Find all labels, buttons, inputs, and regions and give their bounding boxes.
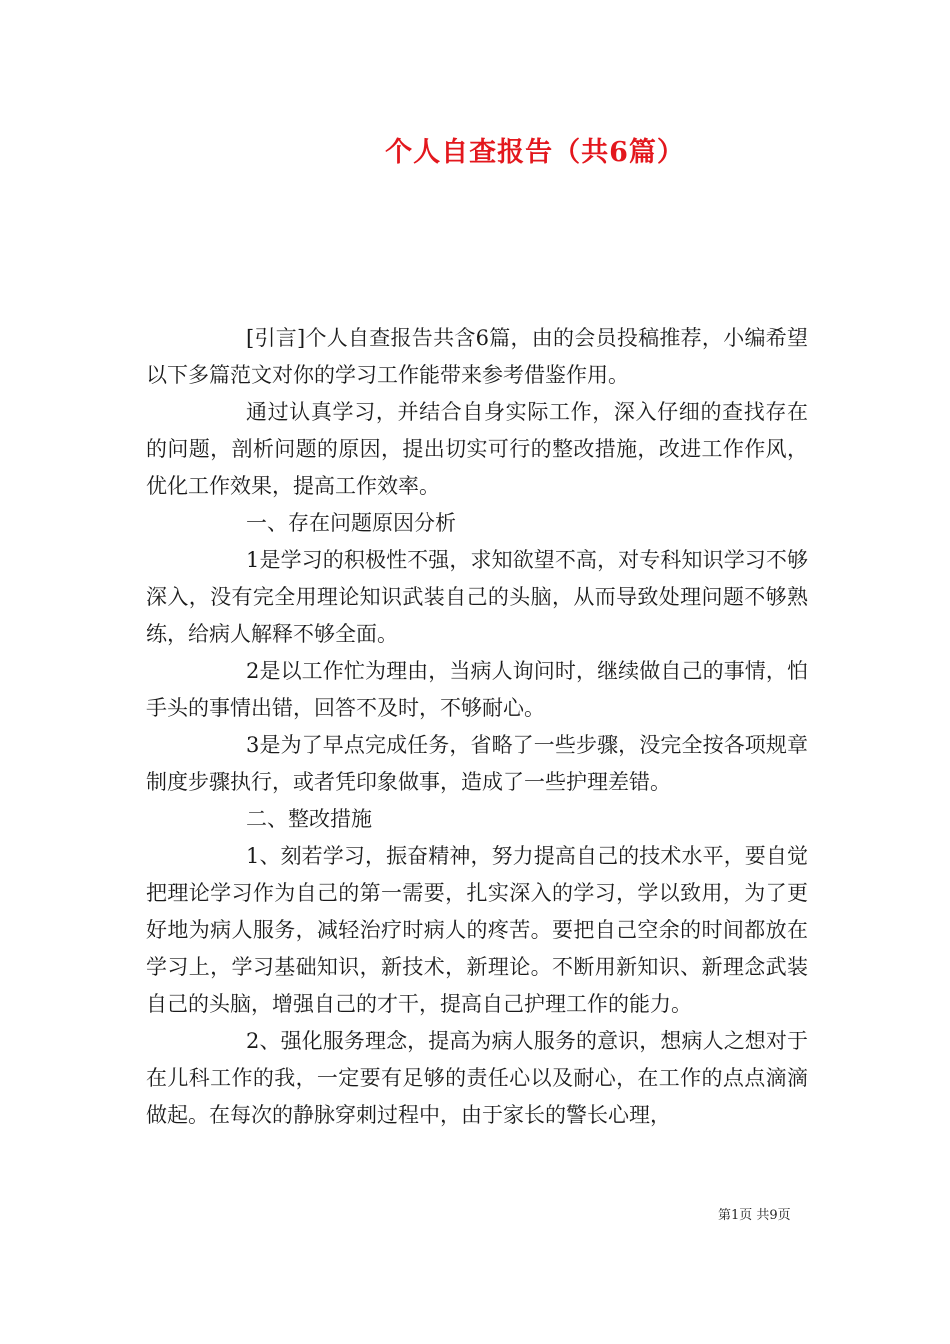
- paragraph-measure-2: 2、强化服务理念，提高为病人服务的意识，想病人之想对于在儿科工作的我，一定要有足够的责任心以及耐心，在工作的点点滴滴做起。在每次的静脉穿刺过程中，由于家长的警长心理，: [146, 1029, 808, 1127]
- section-heading-problems: 一、存在问题原因分析: [246, 511, 456, 535]
- section-heading-measures: 二、整改措施: [246, 807, 372, 831]
- document-body: [146, 320, 808, 1134]
- paragraph-overview: 通过认真学习，并结合自身实际工作，深入仔细的查找存在的问题，剖析问题的原因，提出切实可行的整改措施，改进工作作风，优化工作效果，提高工作效率。: [146, 400, 808, 498]
- paragraph-problem-2: 2是以工作忙为理由，当病人询问时，继续做自己的事情，怕手头的事情出错，回答不及时，不够耐心。: [146, 659, 808, 720]
- document-title: 个人自查报告（共6篇）: [385, 137, 685, 168]
- paragraph-intro: [引言]个人自查报告共含6篇，由的会员投稿推荐，小编希望以下多篇范文对你的学习工作能带来参考借鉴作用。: [146, 326, 808, 387]
- paragraph-measure-1: 1、刻若学习，振奋精神，努力提高自己的技术水平，要自觉把理论学习作为自己的第一需要，扎实深入的学习，学以致用，为了更好地为病人服务，减轻治疗时病人的疼苦。要把自己空余的时间都放在学习上，学习基础知识，新技术，新理论。不断用新知识、新理念武装自己的头脑，增强自己的才干，提高自己护理工作的能力。: [146, 844, 808, 1016]
- page-number: 第1页 共9页: [718, 1208, 791, 1223]
- paragraph-problem-1: 1是学习的积极性不强，求知欲望不高，对专科知识学习不够深入，没有完全用理论知识武装自己的头脑，从而导致处理问题不够熟练，给病人解释不够全面。: [146, 548, 808, 646]
- paragraph-problem-3: 3是为了早点完成任务，省略了一些步骤，没完全按各项规章制度步骤执行，或者凭印象做事，造成了一些护理差错。: [146, 733, 808, 794]
